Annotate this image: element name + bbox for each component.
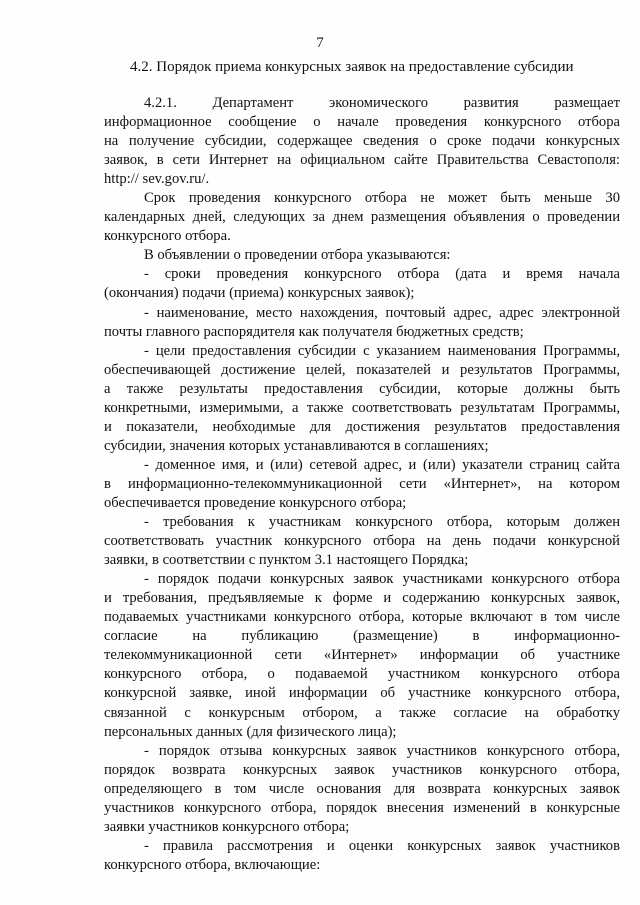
text-line: в информационно-телекоммуникационной сети «Интернет», на котором (104, 475, 620, 492)
text-line: порядок возврата конкурсных заявок участников конкурсного отбора, (104, 761, 620, 778)
text-line: подаваемых участниками конкурсного отбора, которые включают в том числе (104, 609, 620, 626)
body-text (104, 94, 620, 875)
text-line: и показатели, необходимые для достижения результатов предоставления (104, 418, 620, 435)
text-line: - правила рассмотрения и оценки конкурсных заявок участников (144, 837, 620, 854)
text-line: а также результаты предоставления субсидии, которые должны быть (104, 380, 620, 397)
text-line: связанной с конкурсным отбором, а также согласие на обработку (104, 704, 620, 721)
text-line: 4.2.1. Департамент экономического развития размещает (144, 95, 620, 111)
text-line: - порядок подачи конкурсных заявок участниками конкурсного отбора (144, 571, 620, 588)
text-line: телекоммуникационной сети «Интернет» информации об участнике (104, 647, 620, 664)
text-line: заявки, в соответствии с пунктом 3.1 настоящего Порядка; (104, 552, 469, 569)
text-line: персональных данных (для физического лица); (104, 723, 397, 740)
text-line: заявок, в сети Интернет на официальном сайте Правительства Севастополя: (104, 152, 620, 169)
text-line: В объявлении о проведении отбора указываются: (144, 247, 451, 264)
text-line: конкурсного отбора, о подаваемой участником конкурсного отбора (104, 666, 620, 683)
text-line: на получение субсидии, содержащее сведения о сроке подачи конкурсных (104, 133, 620, 150)
text-line: Срок проведения конкурсного отбора не может быть меньше 30 (144, 190, 620, 207)
text-line: календарных дней, следующих за днем размещения объявления о проведении (104, 209, 620, 226)
text-line: конкурсного отбора. (104, 228, 231, 245)
text-line: обеспечивается проведение конкурсного отбора; (104, 494, 407, 511)
section-title: 4.2. Порядок приема конкурсных заявок на предоставление субсидии (130, 59, 574, 75)
text-line: почты главного распорядителя как получателя бюджетных средств; (104, 323, 524, 340)
text-line: http:// sev.gov.ru/. (104, 171, 210, 188)
text-line: - цели предоставления субсидии с указанием наименования Программы, (144, 342, 620, 359)
text-line: участников конкурсного отбора, порядок внесения изменений в конкурсные (104, 799, 620, 816)
text-line: - требования к участникам конкурсного отбора, которым должен (144, 514, 620, 531)
text-line: конкурсного отбора, включающие: (104, 856, 321, 873)
text-line: - наименование, место нахождения, почтовый адрес, адрес электронной (144, 304, 620, 321)
text-line: соответствовать участник конкурсного отбора на день подачи конкурсной (104, 533, 620, 550)
text-line: определяющего в том числе основания для возврата конкурсных заявок (104, 780, 620, 797)
text-line: (окончания) подачи (приема) конкурсных заявок); (104, 285, 415, 302)
text-line: - доменное имя, и (или) сетевой адрес, и (или) указатели страниц сайта (144, 456, 620, 473)
text-line: - порядок отзыва конкурсных заявок участников конкурсного отбора, (144, 742, 620, 759)
text-line: информационное сообщение о начале проведения конкурсного отбора (104, 114, 620, 131)
text-line: обеспечивающей достижение целей, показателей и результатов Программы, (104, 361, 620, 378)
text-line: - сроки проведения конкурсного отбора (дата и время начала (144, 266, 620, 283)
text-line: конкурсной заявке, иной информации об участнике конкурсного отбора, (104, 685, 620, 702)
text-line: согласие на публикацию (размещение) в информационно- (104, 628, 620, 645)
page-number: 7 (316, 35, 324, 51)
text-line: конкретными, измеримыми, а также соответствовать результатам Программы, (104, 399, 620, 416)
text-line: и требования, предъявляемые к форме и содержанию конкурсных заявок, (104, 590, 620, 607)
text-line: заявки участников конкурсного отбора; (104, 818, 350, 835)
text-line: субсидии, значения которых устанавливаются в соглашениях; (104, 437, 489, 454)
